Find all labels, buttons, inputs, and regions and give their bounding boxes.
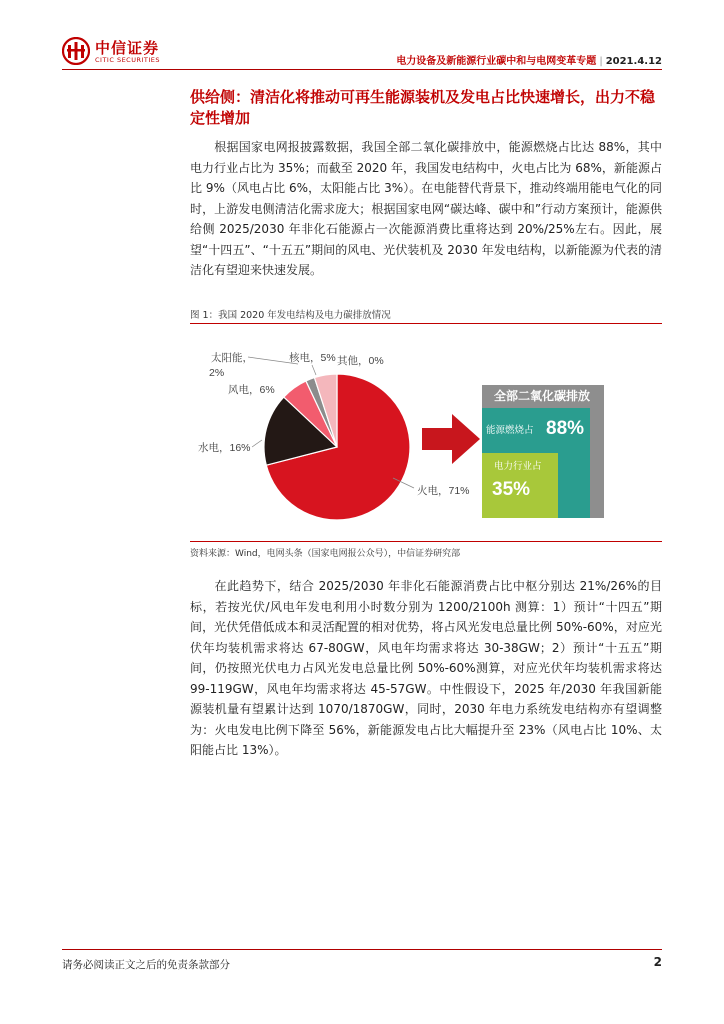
- pie-label-nuclear: 核电，5%: [289, 352, 336, 364]
- energy-combustion-label: 能源燃烧占: [486, 425, 534, 436]
- figure-caption: 图 1：我国 2020 年发电结构及电力碳排放情况: [190, 310, 391, 321]
- page-number: 2: [653, 955, 662, 969]
- header-separator: |: [599, 56, 603, 67]
- power-industry-value: 35%: [492, 479, 531, 500]
- report-title: 电力设备及新能源行业碳中和与电网变革专题: [396, 56, 597, 67]
- pie-chart: [264, 374, 410, 520]
- footer-divider: [62, 949, 662, 950]
- pie-label-thermal: 火电，71%: [417, 485, 470, 497]
- pie-label-solar-name: 太阳能，: [211, 352, 253, 364]
- pie-label-other: 其他，0%: [337, 355, 384, 367]
- figure-chart: [190, 330, 662, 538]
- report-date: 2021.4.12: [605, 56, 662, 67]
- section-heading: 供给侧：清洁化将推动可再生能源装机及发电占比快速增长，出力不稳定性增加: [190, 88, 656, 127]
- leader-line-nuclear: [312, 365, 316, 375]
- pie-label-hydro: 水电，16%: [198, 442, 251, 454]
- figure-source: 资料来源：Wind，电网头条（国家电网报公众号），中信证券研究部: [190, 549, 461, 559]
- figure-bottom-rule: [190, 541, 662, 542]
- paragraph-2-text: 在此趋势下，结合 2025/2030 年非化石能源消费占比中枢分别达 21%/26%的目标，若按光伏/风电年发电利用小时数分别为 1200/2100h 测算：1）预计“十四五”期间，光伏凭借低成本和灵活配置的相对优势，将占风光发电总量比例 50%-60%，对应光伏年均装机需求将达 67-80GW，风电年均需求将达 30-38GW；2）预计“十五五”期间，仍按照光伏电力占风光发电总量比例 50%-60%测算，对应光伏年均装机需求将达 99-119GW，风电年均需求将达 45-57GW。中性假设下，2025 年/2030 年我国新能源装机量有望累计达到 1070/1870GW，同时，2030 年电力系统发电结构亦有望调整为：火电发电比例下降至 56%，新能源发电占比大幅提升至 23%（风电占比 10%、太阳能占比 13%）。: [190, 579, 662, 757]
- paragraph-1-text: 根据国家电网报披露数据，我国全部二氧化碳排放中，能源燃烧占比达 88%，其中电力行业占比为 35%；而截至 2020 年，我国发电结构中，火电占比为 68%，新能源占比 9%（风电占比 6%，太阳能占比 3%）。在电能替代背景下，推动终端用能电气化的同时，上游发电侧清洁化需求庞大；根据国家电网“碳达峰、碳中和”行动方案预计，能源供给侧 2025/2030 年非化石能源占一次能源消费比重将达到 20%/25%左右。因此，展望“十四五”、“十五五”期间的风电、光伏装机及 2030 年发电结构，以新能源为代表的清洁化有望迎来快速发展。: [190, 140, 662, 277]
- citic-logo-icon: [62, 37, 90, 65]
- co2-emission-title: 全部二氧化碳排放: [493, 389, 591, 403]
- header-divider: [62, 69, 662, 70]
- logo-chinese-name: 中信证券: [95, 39, 160, 57]
- right-arrow-icon: [422, 414, 480, 464]
- report-header: [396, 52, 662, 67]
- leader-line-hydro: [252, 440, 262, 447]
- citic-logo: [62, 37, 172, 67]
- body-paragraph-2: [190, 576, 662, 761]
- pie-label-wind: 风电，6%: [228, 384, 275, 396]
- power-industry-label: 电力行业占: [494, 461, 542, 472]
- footer-disclaimer: 请务必阅读正文之后的免责条款部分: [62, 959, 230, 971]
- logo-english-name: CITIC SECURITIES: [95, 56, 161, 64]
- energy-combustion-value: 88%: [546, 418, 585, 439]
- pie-label-solar-pct: 2%: [209, 367, 225, 379]
- figure-top-rule: [190, 323, 662, 324]
- body-paragraph-1: [190, 137, 662, 281]
